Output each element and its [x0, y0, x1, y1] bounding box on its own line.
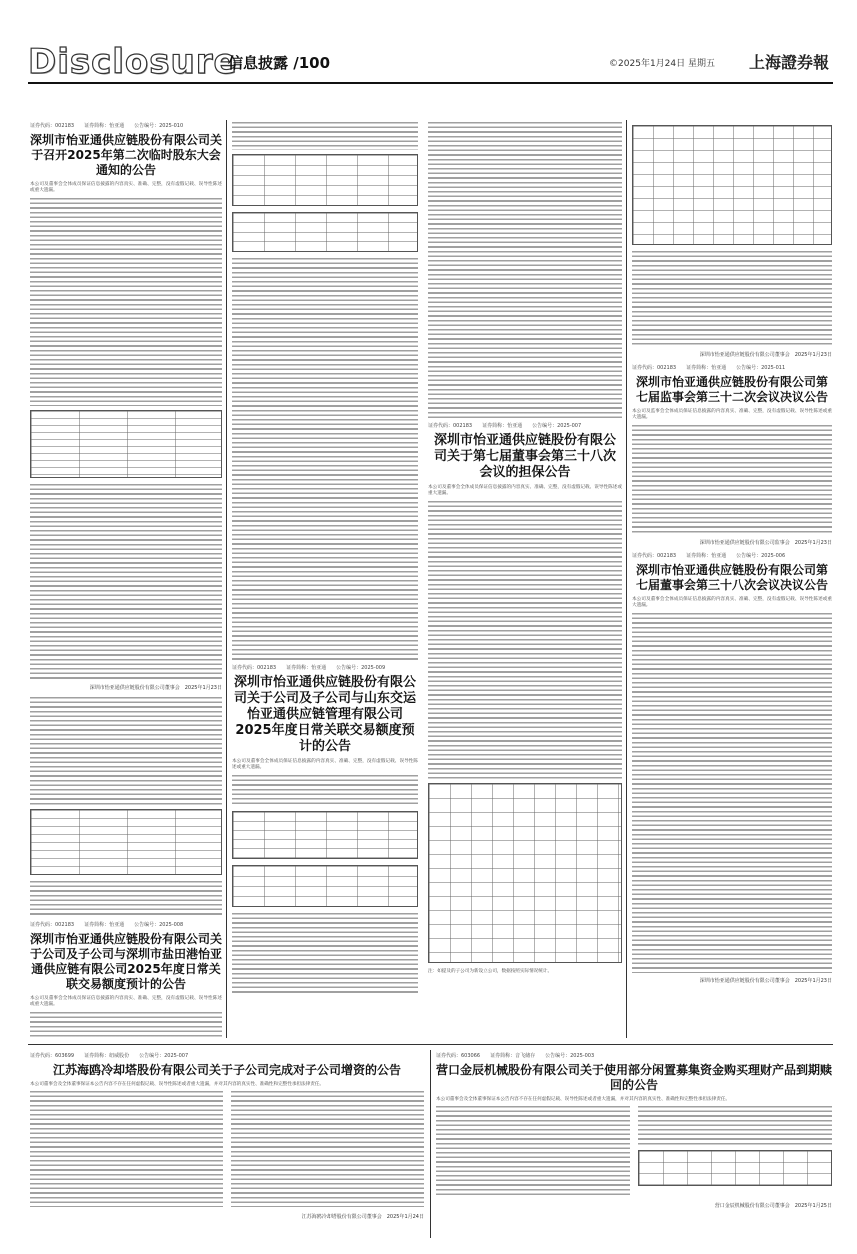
proposal-table [30, 410, 222, 478]
notice-title: 深圳市怡亚通供应链股份有限公司第七届监事会第三十二次会议决议公告 [635, 375, 828, 404]
column-left [30, 122, 222, 1038]
newspaper-name: 上海證券報 [748, 53, 829, 72]
column-divider [430, 1050, 431, 1238]
stock-code-line: 证券代码：002183 证券简称：怡亚通 公告编号：2025-008 [30, 921, 184, 928]
attachment-text-block [30, 697, 222, 805]
section-title: 信息披露 /100 [228, 54, 331, 72]
body-text-block [632, 425, 832, 535]
notice-intro: 本公司及董事会全体成员保证信息披露的内容真实、准确、完整，没有虚假记载、误导性陈述或重大遗漏。 [428, 485, 622, 497]
column-middle-right [428, 122, 622, 1038]
notice-title: 深圳市怡亚通供应链股份有限公司关于公司及子公司与深圳市盐田港怡亚通供应链有限公司2025年度日常关联交易额度预计的公告 [30, 931, 222, 991]
body-text-block [232, 775, 418, 807]
notice-title: 营口金辰机械股份有限公司关于使用部分闲置募集资金购买理财产品到期赎回的公告 [436, 1063, 832, 1092]
stock-code-line: 证券代码：002183 证券简称：怡亚通 公告编号：2025-009 [232, 665, 386, 671]
notice-shandong-related-transactions [232, 664, 418, 993]
notice-intro: 本公司及董事会全体成员保证信息披露的内容真实、准确、完整，没有虚假记载、误导性陈述或重大遗漏。 [632, 596, 832, 609]
notice-title: 深圳市怡亚通供应链股份有限公司关于第七届董事会第三十八次会议的担保公告 [433, 433, 616, 480]
notice-signature: 营口金辰机械股份有限公司董事会 2025年1月25日 [714, 1203, 832, 1210]
continued-text-block [428, 122, 622, 418]
body-text-block [428, 501, 622, 779]
masthead-logo: Disclosure [28, 42, 238, 82]
page-header [28, 42, 833, 84]
notice-title: 深圳市怡亚通供应链股份有限公司第七届董事会第三十八次会议决议公告 [635, 562, 828, 592]
stock-code-line: 证券代码：002183 证券简称：怡亚通 公告编号：2025-011 [632, 365, 786, 371]
bottom-right-block [436, 1052, 832, 1238]
proxy-form-table [30, 809, 222, 875]
related-transaction-table [232, 212, 418, 252]
related-transaction-table [232, 811, 418, 859]
notice-shareholder-meeting [30, 122, 222, 917]
notice-title: 深圳市怡亚通供应链股份有限公司关于公司及子公司与山东交运怡亚通供应链管理有限公司2025年度日常关联交易额度预计的公告 [233, 675, 416, 754]
notice-intro: 本公司董事会及全体董事保证本公告内容不存在任何虚假记载、误导性陈述或者重大遗漏，并对其内容的真实性、准确性和完整性承担法律责任。 [30, 1082, 325, 1087]
column-right [632, 122, 832, 1038]
column-divider [626, 120, 627, 1038]
notice-signature: 深圳市怡亚通供应链股份有限公司董事会 2025年1月23日 [699, 977, 832, 984]
continued-text-block [232, 122, 418, 150]
notice-intro: 本公司董事会及全体董事保证本公告内容不存在任何虚假记载、误导性陈述或者重大遗漏，并对其内容的真实性、准确性和完整性承担法律责任。 [436, 1097, 731, 1102]
issue-date: ©2025年1月24日 星期五 [609, 59, 715, 69]
bottom-band-divider [28, 1044, 833, 1045]
stock-code-line: 证券代码：603066 证券简称：音飞储存 公告编号：2025-003 [436, 1053, 595, 1059]
notice-signature: 深圳市怡亚通供应链股份有限公司监事会 2025年1月23日 [699, 539, 832, 546]
notice-signature: 深圳市怡亚通供应链股份有限公司董事会 2025年1月23日 [89, 684, 222, 691]
notice-cooling-tower-capital-increase [30, 1052, 424, 1220]
body-text-block [232, 913, 418, 993]
column-middle-left [232, 122, 418, 1038]
body-text-block [638, 1106, 832, 1146]
guarantee-details-table [428, 783, 622, 963]
redemption-table [638, 1150, 832, 1186]
notice-title: 深圳市怡亚通供应链股份有限公司关于召开2025年第二次临时股东大会通知的公告 [30, 133, 222, 177]
column-divider [226, 120, 227, 1038]
body-text-block [231, 1091, 424, 1207]
body-text-block [30, 1012, 222, 1038]
notice-title: 江苏海鸥冷却塔股份有限公司关于子公司完成对子公司增资的公告 [52, 1063, 401, 1077]
stock-code-line: 证券代码：002183 证券简称：怡亚通 公告编号：2025-007 [428, 423, 582, 429]
notice-signature: 江苏海鸥冷却塔股份有限公司董事会 2025年1月24日 [301, 1214, 424, 1221]
notice-supervisory-board [632, 364, 832, 546]
notice-intro: 本公司及董事会全体成员保证信息披露的内容真实、准确、完整，没有虚假记载、误导性陈述或重大遗漏。 [232, 759, 418, 771]
stock-code-line: 证券代码：002183 证券简称：怡亚通 公告编号：2025-006 [632, 552, 786, 559]
table-footnote: 注：如提及的子公司为新设立公司，数据按照实际情况统计。 [428, 968, 553, 974]
body-text-block [30, 198, 222, 406]
notice-signature: 深圳市怡亚通供应链股份有限公司董事会 2025年1月23日 [699, 352, 832, 358]
related-transaction-table [232, 865, 418, 907]
related-transaction-table [232, 154, 418, 206]
stock-code-line: 证券代码：002183 证券简称：怡亚通 公告编号：2025-010 [30, 123, 184, 129]
body-text-block [30, 1091, 223, 1207]
continued-text-block [632, 251, 832, 347]
body-text-block [30, 484, 222, 680]
subsidiary-guarantee-table [632, 125, 832, 245]
notice-board-resolution [632, 552, 832, 984]
continued-text-block [232, 258, 418, 660]
body-text-block [30, 881, 222, 917]
notice-yantian-related-transactions [30, 921, 222, 1038]
notice-intro: 本公司及董事会全体成员保证信息披露的内容真实、准确、完整，没有虚假记载、误导性陈述或重大遗漏。 [30, 995, 222, 1008]
body-text-block [436, 1106, 630, 1196]
bottom-left-block [30, 1052, 424, 1238]
notice-intro: 本公司及董事会全体成员保证信息披露的内容真实、准确、完整，没有虚假记载、误导性陈述或重大遗漏。 [30, 182, 222, 194]
notice-wealth-management-redemption [436, 1052, 832, 1209]
body-text-block [632, 613, 832, 973]
stock-code-line: 证券代码：603699 证券简称：纽威股份 公告编号：2025-007 [30, 1053, 189, 1059]
notice-guarantee [428, 422, 622, 975]
notice-intro: 本公司及监事会全体成员保证信息披露的内容真实、准确、完整，没有虚假记载、误导性陈述或重大遗漏。 [632, 409, 832, 421]
